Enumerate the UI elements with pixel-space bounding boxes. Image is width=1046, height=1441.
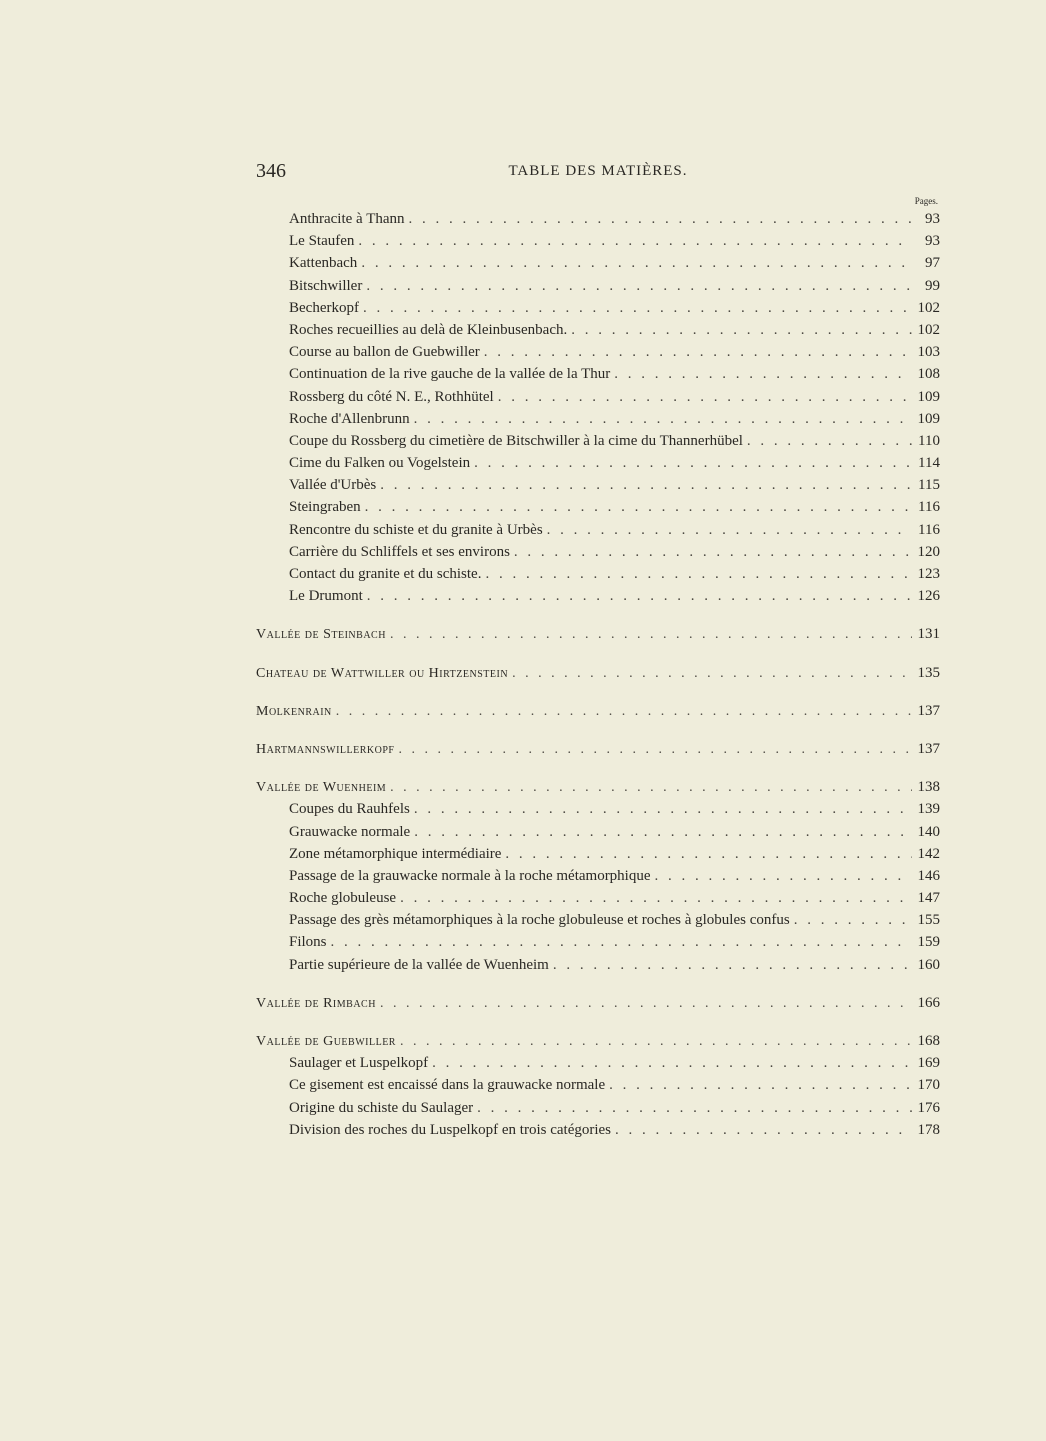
toc-entry xyxy=(256,1052,940,1074)
toc-entry-page: 114 xyxy=(918,455,940,472)
toc-entry xyxy=(256,843,940,865)
toc-entry xyxy=(256,319,940,341)
dot-leader xyxy=(363,297,912,319)
toc-entry-label: Chateau de Wattwiller ou Hirtzenstein xyxy=(256,665,509,681)
section-gap xyxy=(256,646,940,662)
dot-leader xyxy=(366,275,912,297)
toc-entry-label: Course au ballon de Guebwiller xyxy=(289,344,480,361)
toc-entry xyxy=(256,821,940,843)
toc-entry-page: 120 xyxy=(917,543,940,560)
toc-entry-page: 103 xyxy=(917,344,940,361)
toc-entry-label: Vallée d'Urbès xyxy=(289,477,377,494)
section-gap xyxy=(256,722,940,738)
toc-section-heading xyxy=(256,1030,940,1052)
toc-entry xyxy=(256,1097,940,1119)
toc-entry-page: 140 xyxy=(917,823,940,840)
toc-entry-label: Passage des grès métamorphiques à la roche globuleuse et roches à globules confus xyxy=(289,912,790,929)
toc-entry-label: Le Drumont xyxy=(289,588,363,605)
toc-entry xyxy=(256,541,940,563)
dot-leader xyxy=(512,663,912,685)
toc-entry-page: 168 xyxy=(917,1033,940,1049)
toc-entry-page: 109 xyxy=(917,410,940,427)
toc-entry xyxy=(256,585,940,607)
dot-leader xyxy=(794,909,912,931)
toc-entry-label: Coupes du Rauhfels xyxy=(289,801,410,818)
toc-entry-page: 93 xyxy=(925,233,940,250)
dot-leader xyxy=(390,624,912,646)
dot-leader xyxy=(365,496,912,518)
dot-leader xyxy=(400,1031,912,1053)
running-head xyxy=(256,160,940,188)
toc-entry-page: 102 xyxy=(917,299,940,316)
toc-entry-label: Division des roches du Luspelkopf en trois catégories xyxy=(289,1121,612,1138)
dot-leader xyxy=(414,408,912,430)
toc-entry-label: Cime du Falken ou Vogelstein xyxy=(289,455,471,472)
dot-leader xyxy=(358,230,912,252)
section-gap xyxy=(256,760,940,776)
toc-entry-page: 135 xyxy=(917,664,940,681)
toc-entry-page: 108 xyxy=(917,366,940,383)
toc-entry xyxy=(256,208,940,230)
toc-entry-label: Continuation de la rive gauche de la vallée de la Thur xyxy=(289,366,611,383)
toc-entry-label: Roches recueillies au delà de Kleinbusenbach. xyxy=(289,321,568,338)
dot-leader xyxy=(498,386,912,408)
dot-leader xyxy=(380,474,912,496)
toc-entry xyxy=(256,430,940,452)
toc-entry-page: 109 xyxy=(917,388,940,405)
toc-entry-label: Roche d'Allenbrunn xyxy=(289,410,410,427)
toc-entry-label: Molkenrain xyxy=(256,703,332,719)
toc-entry-page: 99 xyxy=(925,277,940,294)
toc-entry-label: Vallée de Steinbach xyxy=(256,627,386,643)
dot-leader xyxy=(747,430,912,452)
toc-entry-label: Vallée de Guebwiller xyxy=(256,1034,396,1049)
toc-entry xyxy=(256,252,940,274)
toc-entry-page: 147 xyxy=(917,890,940,907)
toc-entry-label: Ce gisement est encaissé dans la grauwacke normale xyxy=(289,1077,606,1094)
toc-entry-label: Roche globuleuse xyxy=(289,890,397,907)
dot-leader xyxy=(400,887,912,909)
pages-column-label: Pages. xyxy=(914,196,938,206)
toc-entry-page: 160 xyxy=(917,956,940,973)
toc-entry-label: Saulager et Luspelkopf xyxy=(289,1055,429,1072)
toc-entry xyxy=(256,1119,940,1141)
toc-entry-page: 146 xyxy=(917,867,940,884)
dot-leader xyxy=(571,319,912,341)
toc-entry xyxy=(256,408,940,430)
toc-entry-label: Contact du granite et du schiste. xyxy=(289,566,482,582)
toc-entry-label: Anthracite à Thann xyxy=(289,211,405,227)
dot-leader xyxy=(414,821,912,843)
toc-entry-page: 126 xyxy=(917,588,940,605)
toc-entry xyxy=(256,297,940,319)
toc-entry xyxy=(256,519,940,541)
toc-entry-page: 97 xyxy=(925,255,940,272)
toc-entry-page: 110 xyxy=(918,432,940,449)
toc-entry-page: 178 xyxy=(917,1121,940,1138)
toc-entry xyxy=(256,1074,940,1096)
toc-section-heading xyxy=(256,700,940,722)
toc-entry-label: Grauwacke normale xyxy=(289,823,411,840)
toc-entry xyxy=(256,386,940,408)
toc-page xyxy=(256,160,940,1141)
toc-entry xyxy=(256,954,940,976)
toc-entry xyxy=(256,931,940,953)
toc-entry-page: 142 xyxy=(917,845,940,862)
toc-entry xyxy=(256,887,940,909)
section-gap xyxy=(256,1014,940,1030)
dot-leader xyxy=(655,865,912,887)
toc-entry-page: 123 xyxy=(917,566,940,582)
dot-leader xyxy=(485,563,912,585)
toc-entry-label: Rencontre du schiste et du granite à Urbès xyxy=(289,521,543,538)
toc-entry-page: 137 xyxy=(917,740,940,757)
dot-leader xyxy=(614,363,912,385)
toc-entry xyxy=(256,474,940,496)
toc-entry-label: Becherkopf xyxy=(289,299,359,316)
toc-entry-page: 159 xyxy=(917,934,940,951)
toc-entry-label: Partie supérieure de la vallée de Wuenheim xyxy=(289,956,549,973)
toc-entry xyxy=(256,496,940,518)
dot-leader xyxy=(474,452,912,474)
page-number: 346 xyxy=(256,160,286,182)
toc-entry-page: 115 xyxy=(918,477,940,494)
toc-entry-label: Kattenbach xyxy=(289,255,358,272)
toc-section-heading xyxy=(256,776,940,798)
toc-entry-page: 155 xyxy=(917,912,940,929)
toc-entry-label: Rossberg du côté N. E., Rothhütel xyxy=(289,388,494,405)
toc-entry-label: Steingraben xyxy=(289,499,361,516)
dot-leader xyxy=(609,1074,912,1096)
toc-entry-page: 138 xyxy=(917,779,940,796)
toc-section-heading xyxy=(256,738,940,760)
toc-entry-page: 137 xyxy=(917,702,940,719)
dot-leader xyxy=(414,798,912,820)
toc-entry-label: Passage de la grauwacke normale à la roche métamorphique xyxy=(289,867,651,884)
toc-entry-label: Vallée de Wuenheim xyxy=(256,780,387,796)
toc-entry-label: Le Staufen xyxy=(289,233,355,250)
dot-leader xyxy=(553,954,912,976)
toc-entry-label: Coupe du Rossberg du cimetière de Bitschwiller à la cime du Thannerhübel xyxy=(289,432,743,449)
toc-entry xyxy=(256,452,940,474)
toc-entry xyxy=(256,363,940,385)
toc-section-heading xyxy=(256,623,940,645)
dot-leader xyxy=(505,843,912,865)
toc-section-heading xyxy=(256,662,940,684)
dot-leader xyxy=(361,252,912,274)
toc-entry-label: Bitschwiller xyxy=(289,277,363,294)
section-gap xyxy=(256,684,940,700)
section-gap xyxy=(256,976,940,992)
toc-list xyxy=(256,208,940,1141)
dot-leader xyxy=(484,341,912,363)
toc-entry xyxy=(256,798,940,820)
toc-entry-page: 170 xyxy=(917,1077,940,1094)
dot-leader xyxy=(380,993,912,1015)
dot-leader xyxy=(336,701,912,723)
dot-leader xyxy=(390,777,912,799)
toc-entry-label: Origine du schiste du Saulager xyxy=(289,1099,474,1116)
dot-leader xyxy=(432,1052,912,1074)
toc-entry-label: Zone métamorphique intermédiaire xyxy=(289,845,502,862)
toc-entry-label: Hartmannswillerkopf xyxy=(256,741,395,757)
dot-leader xyxy=(398,739,912,761)
toc-entry xyxy=(256,341,940,363)
toc-entry-page: 93 xyxy=(925,211,940,227)
toc-entry-page: 139 xyxy=(917,801,940,818)
toc-entry-page: 116 xyxy=(918,521,940,538)
toc-entry xyxy=(256,563,940,585)
toc-entry-label: Filons xyxy=(289,934,327,951)
toc-entry-page: 102 xyxy=(917,321,940,338)
toc-entry xyxy=(256,865,940,887)
dot-leader xyxy=(514,541,912,563)
toc-entry-page: 166 xyxy=(917,994,940,1011)
toc-entry-label: Carrière du Schliffels et ses environs xyxy=(289,543,510,560)
toc-entry-page: 116 xyxy=(918,499,940,516)
dot-leader xyxy=(367,585,912,607)
dot-leader xyxy=(477,1097,912,1119)
section-gap xyxy=(256,607,940,623)
dot-leader xyxy=(331,931,912,953)
page-title: TABLE DES MATIÈRES. xyxy=(508,163,688,179)
toc-section-heading xyxy=(256,992,940,1014)
toc-entry-page: 131 xyxy=(917,626,940,643)
toc-entry xyxy=(256,909,940,931)
toc-entry xyxy=(256,230,940,252)
toc-entry-page: 169 xyxy=(917,1055,940,1072)
dot-leader xyxy=(547,519,912,541)
toc-entry-page: 176 xyxy=(917,1099,940,1116)
toc-entry-label: Vallée de Rimbach xyxy=(256,995,376,1011)
dot-leader xyxy=(409,208,912,230)
dot-leader xyxy=(615,1119,912,1141)
toc-entry xyxy=(256,275,940,297)
